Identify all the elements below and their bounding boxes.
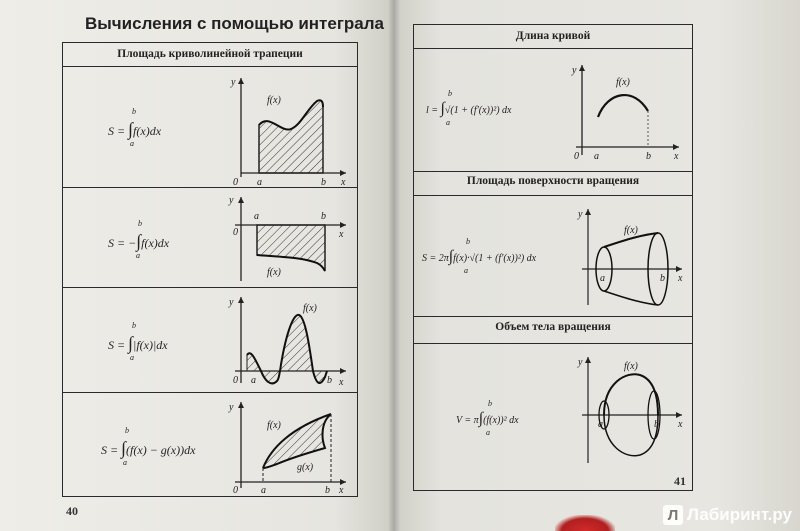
- page-number-left: 40: [66, 504, 78, 518]
- a-label: a: [254, 211, 259, 222]
- formula-body: f(x)·√(1 + (f′(x))²) dx: [453, 253, 537, 264]
- x-label: x: [341, 177, 346, 188]
- lower-limit: a: [130, 139, 134, 148]
- watermark-text: Лабиринт.ру: [686, 505, 792, 524]
- a-label: a: [600, 273, 605, 284]
- curve-label: f(x): [616, 77, 630, 88]
- b-label: b: [327, 375, 332, 386]
- formula-body: √(1 + (f′(x))²) dx: [444, 105, 512, 116]
- formula-area-negative: [108, 219, 170, 260]
- y-label: y: [578, 357, 583, 368]
- section-title-length: Длина кривой: [515, 30, 591, 42]
- integral-sign: ∫: [121, 438, 127, 458]
- formula-lhs: S = 2π: [422, 253, 449, 264]
- b-label: b: [654, 419, 659, 430]
- hatched-area: [259, 100, 323, 173]
- area-table: [62, 42, 358, 497]
- formula-arc-length: [426, 89, 512, 127]
- lower-limit: a: [446, 118, 450, 127]
- origin-label: 0: [233, 177, 238, 188]
- formula-area-positive: [108, 107, 162, 148]
- lower-limit: a: [486, 428, 490, 437]
- labirint-watermark: [663, 505, 792, 525]
- section-title-volume: Объем тела вращения: [495, 321, 611, 333]
- a-label: a: [594, 151, 599, 162]
- origin-label: 0: [233, 375, 238, 386]
- section-title-area: Площадь криволинейной трапеции: [117, 48, 303, 60]
- red-object-corner: [555, 515, 615, 531]
- a-label: a: [257, 177, 262, 188]
- lower-limit: a: [464, 266, 468, 275]
- upper-limit: b: [138, 219, 142, 228]
- page-number-right: 41: [674, 474, 686, 488]
- curve-label: f(x): [267, 95, 281, 106]
- integral-sign: ∫: [440, 100, 445, 117]
- formula-lhs: S =: [108, 338, 129, 352]
- graph-area-abs: [221, 293, 351, 390]
- formula-lhs: S =: [101, 443, 122, 457]
- integral-sign: ∫: [136, 231, 142, 251]
- b-label: b: [660, 273, 665, 284]
- row-divider: [414, 171, 692, 172]
- y-label: y: [572, 65, 577, 76]
- integral-sign: ∫: [448, 248, 454, 265]
- y-label: y: [578, 209, 583, 220]
- graph-surface-area: [574, 205, 686, 311]
- upper-limit: b: [488, 399, 492, 408]
- origin-label: 0: [574, 151, 579, 162]
- formula-table-right: [413, 24, 693, 491]
- graph-arc-length: [564, 61, 684, 161]
- lower-limit: a: [130, 353, 134, 362]
- row-divider: [414, 48, 692, 49]
- curve-f: [598, 95, 648, 117]
- integral-sign: ∫: [128, 333, 134, 353]
- formula-volume: [456, 399, 519, 437]
- graph-volume: [574, 353, 686, 485]
- formula-body: f(x)dx: [133, 124, 162, 138]
- upper-limit: b: [132, 107, 136, 116]
- x-label: x: [339, 377, 344, 388]
- curve-label: f(x): [303, 303, 317, 314]
- x-label: x: [678, 419, 683, 430]
- row-divider: [63, 66, 357, 67]
- y-label: y: [229, 297, 234, 308]
- upper-limit: b: [125, 426, 129, 435]
- formula-body: (f(x) − g(x))dx: [126, 443, 196, 457]
- formula-body: |f(x)|dx: [133, 338, 168, 352]
- upper-limit: b: [448, 89, 452, 98]
- row-divider: [414, 195, 692, 196]
- a-label: a: [598, 419, 603, 430]
- curve-g-label: g(x): [297, 462, 314, 473]
- x-label: x: [678, 273, 683, 284]
- curve-label: f(x): [624, 225, 638, 236]
- y-label: y: [229, 195, 234, 206]
- y-label: y: [229, 402, 234, 413]
- b-label: b: [321, 177, 326, 188]
- origin-label: 0: [233, 227, 238, 238]
- upper-limit: b: [466, 237, 470, 246]
- graph-area-negative: [221, 193, 351, 285]
- curve-label: f(x): [624, 361, 638, 372]
- x-label: x: [339, 485, 344, 496]
- book-gutter: [388, 0, 400, 531]
- b-label: b: [325, 485, 330, 496]
- curve-label: f(x): [267, 267, 281, 278]
- b-label: b: [646, 151, 651, 162]
- formula-lhs: S = −: [108, 236, 137, 250]
- x-label: x: [674, 151, 679, 162]
- row-divider: [63, 287, 357, 288]
- x-label: x: [339, 229, 344, 240]
- row-divider: [63, 187, 357, 188]
- graph-area-between: [221, 398, 351, 494]
- a-label: a: [261, 485, 266, 496]
- upper-limit: b: [132, 321, 136, 330]
- integral-sign: ∫: [128, 119, 134, 139]
- formula-body: f(x)dx: [141, 236, 170, 250]
- a-label: a: [251, 375, 256, 386]
- y-label: y: [231, 77, 236, 88]
- formula-area-between: [101, 426, 196, 467]
- labirint-logo-icon: Л: [663, 505, 683, 525]
- formula-body: (f(x))² dx: [483, 415, 519, 426]
- integral-sign: ∫: [478, 410, 484, 427]
- curve-f-mirror: [604, 415, 658, 456]
- lower-limit: a: [136, 251, 140, 260]
- graph-area-positive: [221, 73, 351, 188]
- b-label: b: [321, 211, 326, 222]
- curve-f: [604, 374, 658, 415]
- lower-limit: a: [123, 458, 127, 467]
- curve-f-label: f(x): [267, 420, 281, 431]
- row-divider: [414, 343, 692, 344]
- row-divider: [63, 392, 357, 393]
- formula-lhs: V = π: [456, 415, 479, 426]
- page-heading: Вычисления с помощью интеграла: [85, 14, 385, 33]
- origin-label: 0: [233, 485, 238, 496]
- section-title-surface: Площадь поверхности вращения: [466, 175, 640, 187]
- formula-lhs: S =: [108, 124, 129, 138]
- formula-surface-area: [422, 237, 537, 275]
- row-divider: [414, 316, 692, 317]
- formula-area-abs: [108, 321, 168, 362]
- formula-lhs: l =: [426, 105, 441, 116]
- hatched-area: [257, 225, 325, 271]
